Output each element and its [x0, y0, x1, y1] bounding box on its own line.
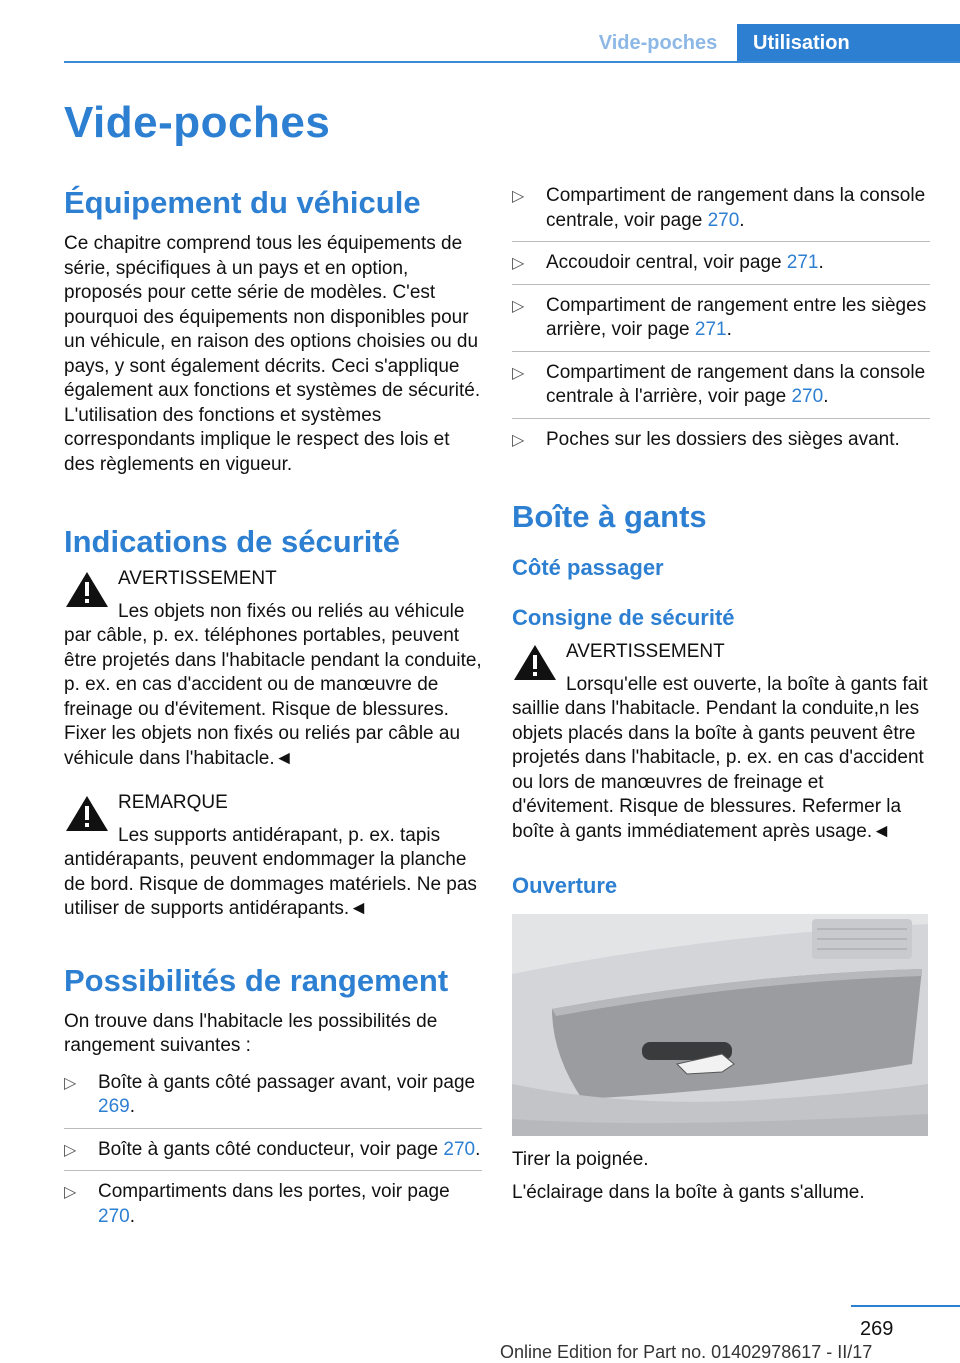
triangle-bullet-icon: ▷	[512, 297, 525, 315]
heading-safety: Indications de sécurité	[64, 524, 400, 559]
page-link[interactable]: 270	[98, 1205, 130, 1227]
storage-intro: On trouve dans l'habitacle les possibilités de rangement suivantes :	[64, 1010, 438, 1056]
list-item: ▷ Compartiment de rangement dans la console centrale, voir page 270.	[512, 184, 930, 242]
warning-block-1	[64, 567, 482, 771]
page-link[interactable]: 270	[443, 1138, 476, 1160]
notice-title: REMARQUE	[118, 792, 228, 813]
heading-opening: Ouverture	[512, 873, 618, 898]
list-item: ▷ Poches sur les dossiers des sièges avant.	[512, 428, 930, 461]
glovebox-photo	[512, 914, 928, 1136]
header-chapter-tab: Utilisation	[737, 24, 960, 62]
page-link[interactable]: 270	[707, 209, 740, 231]
header-rule	[64, 61, 960, 63]
caption-light-on: L'éclairage dans la boîte à gants s'allume.	[512, 1181, 865, 1203]
list-item: ▷ Compartiment de rangement dans la console centrale à l'arrière, voir page 270.	[512, 361, 930, 419]
triangle-bullet-icon: ▷	[512, 188, 525, 205]
header-section-tab: Vide-poches	[598, 31, 718, 54]
triangle-bullet-icon: ▷	[64, 1184, 77, 1201]
footer-rule	[851, 1305, 960, 1307]
page-link[interactable]: 271	[786, 252, 819, 273]
triangle-bullet-icon: ▷	[64, 1074, 77, 1092]
warning-icon	[64, 569, 110, 609]
warning-block-2	[512, 640, 930, 844]
heading-safety-notice: Consigne de sécurité	[512, 605, 735, 630]
caption-pull-handle: Tirer la poignée.	[512, 1149, 649, 1170]
warning-2-text: Lorsqu'elle est ouverte, la boîte à gants fait saillie dans l'habitacle. Pendant la conduite,n les objets placés dans la boîte à gants peuvent être projetés dans l'habitacle, p. ex. en cas d'accident ou lors de manœuvres de freinage et d'évitement. Risque de blessures. Refermer la boîte à gants immédiatement après usage.◄	[512, 673, 928, 842]
notice-text: Les supports antidérapant, p. ex. tapis antidérapants, peuvent endommager la planche de bord. Risque de dommages matériels. Ne pas utiliser de supports antidérapants.◄	[64, 824, 477, 919]
page-link[interactable]: 269	[98, 1096, 130, 1117]
triangle-bullet-icon: ▷	[64, 1141, 77, 1159]
warning-icon	[64, 793, 110, 833]
page-link[interactable]: 271	[694, 319, 727, 340]
heading-equipment: Équipement du véhicule	[64, 185, 421, 220]
warning-1-title: AVERTISSEMENT	[118, 568, 277, 589]
list-item: ▷ Accoudoir central, voir page 271.	[512, 251, 930, 285]
warning-1-text: Les objets non fixés ou reliés au véhicule par câble, p. ex. téléphones portables, peuvent être projetés dans l'habitacle pendant la conduite, p. ex. en cas d'accident ou de manœuvre de freinage ou d'évitement. Risque de blessures. Fixer les objets non fixés ou reliés par câble au véhicule dans l'habitacle.◄	[64, 600, 482, 769]
heading-glovebox: Boîte à gants	[512, 499, 707, 534]
list-item: ▷ Compartiments dans les portes, voir page 270.	[64, 1181, 450, 1227]
triangle-bullet-icon: ▷	[512, 255, 525, 272]
storage-list-right	[512, 184, 930, 460]
equipment-text: Ce chapitre comprend tous les équipements de série, spécifiques à un pays et en option, proposés pour cette série de modèles. C'est pourquoi des équipements non disponibles pour un véhicule, en raison des options choisies ou du pays, y sont également décrits. Ceci s'applique également aux fonctions et systèmes de sécurité. L'utilisation des fonctions et systèmes correspondants implique le respect des lois et des règlements en vigueur.	[64, 233, 481, 475]
heading-passenger-side: Côté passager	[512, 555, 664, 580]
notice-block	[64, 791, 482, 922]
right-column	[512, 184, 930, 1205]
warning-icon	[512, 642, 558, 682]
warning-2-title: AVERTISSEMENT	[566, 641, 725, 662]
list-item: ▷ Compartiment de rangement entre les sièges arrière, voir page 271.	[512, 294, 930, 352]
heading-storage: Possibilités de rangement	[64, 962, 449, 998]
left-column	[64, 184, 482, 1246]
page-link[interactable]: 270	[791, 386, 824, 407]
page-title: Vide-poches	[64, 98, 331, 147]
list-item: ▷ Boîte à gants côté conducteur, voir page 270.	[64, 1138, 482, 1172]
page-number: 269	[860, 1318, 894, 1340]
triangle-bullet-icon: ▷	[512, 431, 525, 449]
list-item: ▷ Boîte à gants côté passager avant, voir page 269.	[64, 1071, 482, 1129]
triangle-bullet-icon: ▷	[512, 364, 525, 382]
storage-list-left	[64, 1071, 482, 1238]
footer-edition: Online Edition for Part no. 01402978617 - II/17	[500, 1342, 873, 1362]
